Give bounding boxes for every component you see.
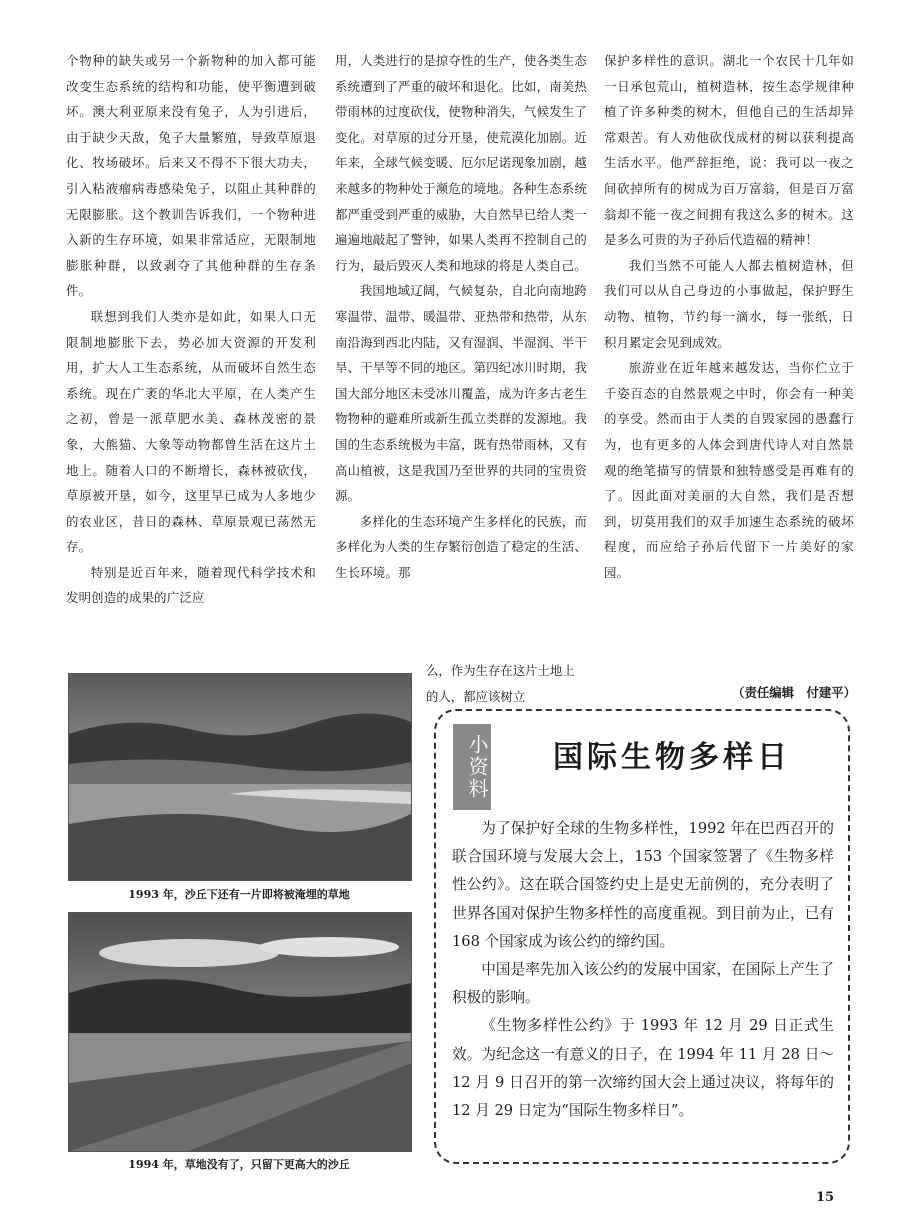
paragraph: 《生物多样性公约》于 1993 年 12 月 29 日正式生效。为纪念这一有意义的日子，在 1994 年 11 月 28 日～12 月 9 日召开的第一次缔约国大会上通过决议，将每年的 12 月 29 日定为“国际生物多样日”。 [452,1017,834,1120]
article-column-2 [335,48,587,585]
paragraph: 中国是率先加入该公约的发展中国家，在国际上产生了积极的影响。 [452,961,834,1007]
photo-caption-1: 1993 年，沙丘下还有一片即将被淹埋的草地 [128,888,350,901]
paragraph: 特别是近百年来，随着现代科学技术和发明创造的成果的广泛应 [66,564,316,606]
article-column-3 [604,48,854,585]
info-box-body [452,815,834,1125]
paragraph: 我们当然不可能人人都去植树造林，但我们可以从自己身边的小事做起，保护野生动物、植物，节约每一滴水，每一张纸，日积月累定会见到成效。 [604,257,854,350]
photo-1993-dunes [68,673,412,881]
editor-credit: （责任编辑 付建平） [732,685,856,700]
page-number: 15 [816,1190,835,1205]
paragraph: 旅游业在近年越来越发达，当你伫立于千姿百态的自然景观之中时，你会有一种美的享受。然而由于人类的自毁家园的愚蠢行为，也有更多的人体会到唐代诗人对自然景观的绝笔描写的情景和独特感受是再难有的了。因此面对美丽的大自然，我们是否想到，切莫用我们的双手加速生态系统的破坏程度，而应给子孙后代留下一片美好的家园。 [604,360,854,580]
photo-caption-2: 1994 年，草地没有了，只留下更高大的沙丘 [128,1158,350,1171]
paragraph: 为了保护好全球的生物多样性，1992 年在巴西召开的联合国环境与发展大会上，153 个国家签署了《生物多样性公约》。这在联合国签约史上是史无前例的，充分表明了世界各国对保护生物多样性的高度重视。到目前为止，已有 168 个国家成为该公约的缔约国。 [452,820,834,950]
paragraph: 用，人类进行的是掠夺性的生产，使各类生态系统遭到了严重的破坏和退化。比如，南美热带雨林的过度砍伐，使物种消失，气候发生了变化。对草原的过分开垦，使荒漠化加剧。近年来，全球气候变暖、厄尔尼诺现象加剧，越来越多的物种处于濒危的境地。各种生态系统都严重受到严重的威胁，大自然早已给人类一遍遍地敲起了警钟，如果人类再不控制自己的行为，最后毁灭人类和地球的将是人类自己。 [335,53,587,273]
paragraph: 我国地域辽阔，气候复杂，自北向南地跨寒温带、温带、暖温带、亚热带和热带，从东南沿海到西北内陆，又有湿润、半湿润、半干旱、干旱等不同的地区。第四纪冰川时期，我国大部分地区未受冰川覆盖，成为许多古老生物物种的避难所或新生孤立类群的发源地。我国的生态系统极为丰富，既有热带雨林，又有高山植被，这是我国乃至世界的共同的宝贵资源。 [335,283,587,504]
paragraph: 保护多样性的意识。湖北一个农民十几年如一日承包荒山，植树造林，按生态学规律种植了许多种类的树木，但他自己的生活却异常艰苦。有人劝他砍伐成材的树以获利提高生活水平。他严辞拒绝，说：我可以一夜之间砍掉所有的树成为百万富翁，但是百万富翁却不能一夜之间拥有我这么多的树木。这是多么可贵的为子孙后代造福的精神！ [604,53,854,248]
article-column-2-tail: 么，作为生存在这片土地上的人，都应该树立 [426,663,575,704]
paragraph: 联想到我们人类亦是如此，如果人口无限制地膨胀下去，势必加大资源的开发利用，扩大人工生态系统，从而破坏自然生态系统。现在广袤的华北大平原，在人类产生之初，曾是一派草肥水美、森林茂密的景象，大熊猫、大象等动物都曾生活在这片土地上。随着人口的不断增长，森林被砍伐，草原被开垦，如今，这里早已成为人多地少的农业区，昔日的森林、草原景观已荡然无存。 [66,308,316,555]
info-box-title: 国际生物多样日 [553,740,791,775]
info-tag: 小资料 [453,724,491,810]
photo-1994-dunes [68,912,412,1152]
article-column-1 [66,48,316,611]
paragraph: 个物种的缺失或另一个新物种的加入都可能改变生态系统的结构和功能，使平衡遭到破坏。澳大利亚原来没有兔子，人为引进后，由于缺少天敌，兔子大量繁殖，导致草原退化、牧场破坏。后来又不得不下很大功夫，引入粘液瘤病毒感染兔子，以阻止其种群的无限膨胀。这个教训告诉我们，一个物种进入新的生存环境，如果非常适应，无限制地膨胀种群，以致剥夺了其他种群的生存条件。 [66,53,316,299]
paragraph: 多样化的生态环境产生多样化的民族，而多样化为人类的生存繁衍创造了稳定的生活、生长环境。那 [335,513,587,580]
